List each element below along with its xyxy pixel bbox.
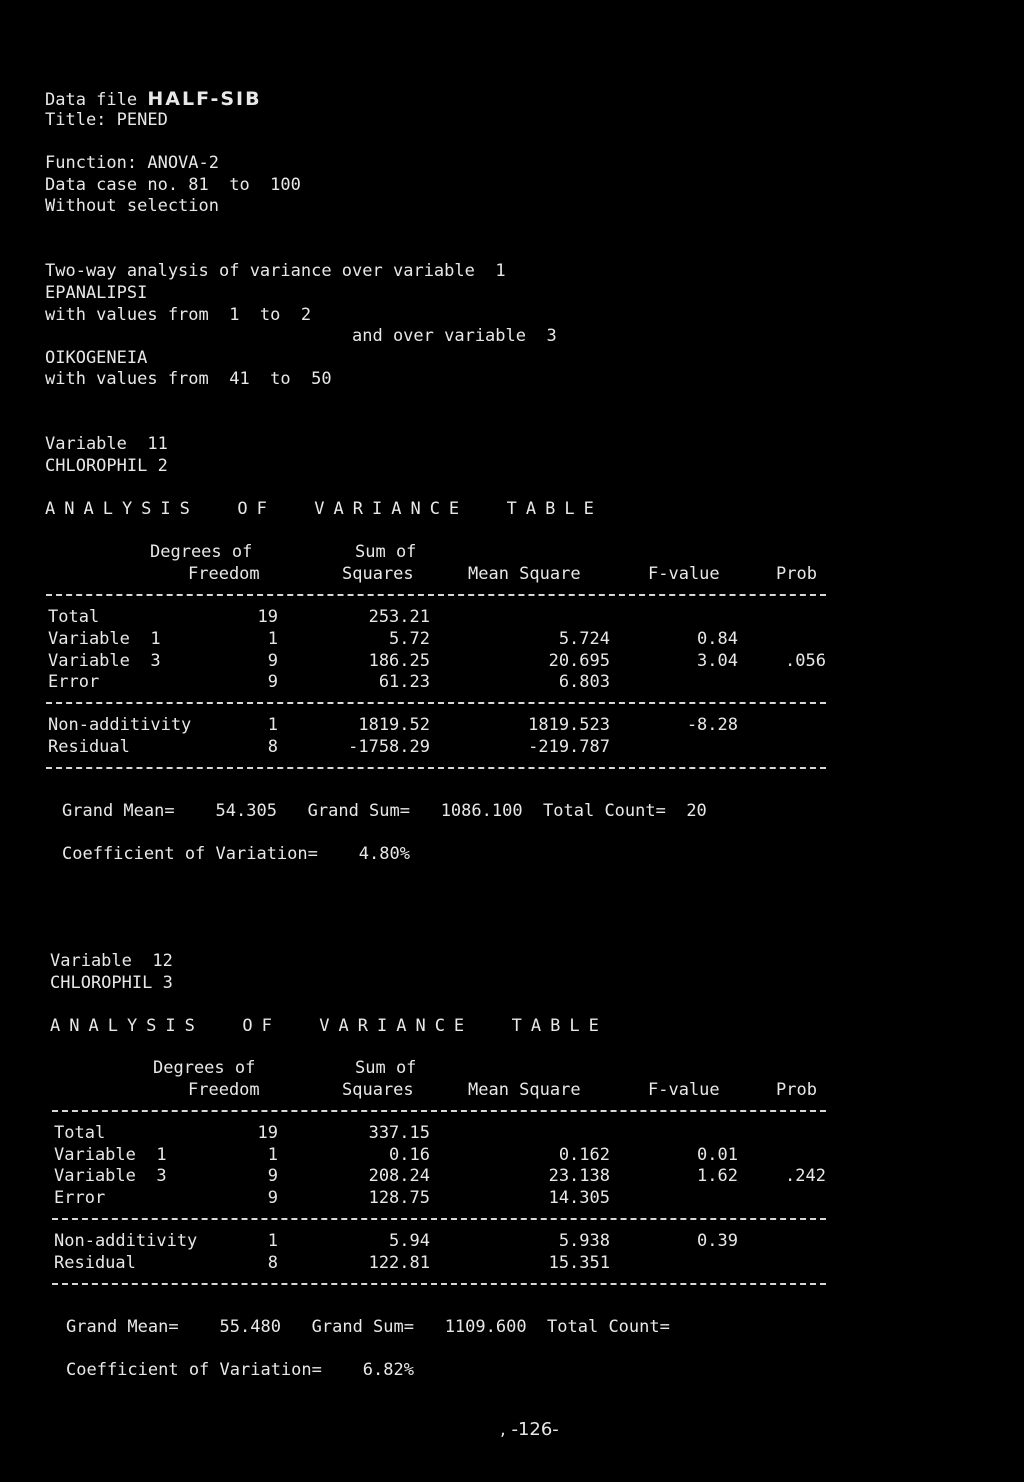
row-source: Residual (48, 737, 130, 757)
row-df: 19 (257, 607, 278, 627)
row-f: 1.62 (697, 1166, 738, 1186)
row-p: .056 (785, 651, 826, 671)
range1-line: with values from 1 to 2 (45, 305, 312, 325)
header-ms: Mean Square (468, 1080, 581, 1100)
divider (46, 702, 826, 704)
data-file-line (45, 89, 262, 110)
row-ss: 5.94 (389, 1231, 430, 1251)
row-ms: 1819.523 (528, 715, 610, 735)
row-source: Variable 3 (48, 651, 161, 671)
coefficient-of-variation: Coefficient of Variation= 4.80% (62, 844, 410, 864)
row-ms: 0.162 (558, 1145, 610, 1165)
header-df1: Degrees of (150, 542, 253, 562)
row-source: Non-additivity (48, 715, 192, 735)
table-title: ANALYSIS OF VARIANCE TABLE (45, 499, 603, 519)
row-source: Variable 1 (54, 1145, 167, 1165)
section-name: CHLOROPHIL 2 (45, 456, 168, 476)
row-ms: 23.138 (548, 1166, 610, 1186)
grand-summary: Grand Mean= 54.305 Grand Sum= 1086.100 Total Count= 20 (62, 801, 707, 821)
row-source: Residual (54, 1253, 136, 1273)
row-df: 1 (267, 629, 278, 649)
row-f: 3.04 (697, 651, 738, 671)
divider (46, 767, 826, 769)
var1-name: EPANALIPSI (45, 283, 148, 303)
section-variable: Variable 11 (45, 434, 168, 454)
row-ss: 186.25 (368, 651, 430, 671)
divider (46, 594, 826, 596)
analysis-line: Two-way analysis of variance over variable 1 (45, 261, 506, 281)
header-ss2: Squares (342, 1080, 414, 1100)
row-df: 9 (267, 672, 278, 692)
row-ms: 5.938 (558, 1231, 610, 1251)
row-ms: -219.787 (528, 737, 610, 757)
row-source: Error (54, 1188, 106, 1208)
row-ms: 6.803 (558, 672, 610, 692)
data-file-name: HALF-SIB (147, 88, 262, 110)
over-variable-line: and over variable 3 (352, 326, 557, 346)
row-df: 9 (267, 651, 278, 671)
header-ss1: Sum of (355, 1058, 417, 1078)
row-f: 0.84 (697, 629, 738, 649)
header-df1: Degrees of (153, 1058, 256, 1078)
row-ss: 0.16 (389, 1145, 430, 1165)
divider (52, 1218, 826, 1220)
row-p: .242 (785, 1166, 826, 1186)
row-ss: 208.24 (368, 1166, 430, 1186)
coefficient-of-variation: Coefficient of Variation= 6.82% (66, 1360, 414, 1380)
header-p: Prob (776, 564, 817, 584)
row-ss: 1819.52 (358, 715, 430, 735)
row-df: 9 (267, 1188, 278, 1208)
row-source: Variable 1 (48, 629, 161, 649)
table-title: ANALYSIS OF VARIANCE TABLE (50, 1016, 608, 1036)
row-ms: 20.695 (548, 651, 610, 671)
row-df: 1 (267, 1231, 278, 1251)
row-f: 0.39 (697, 1231, 738, 1251)
data-case-line: Data case no. 81 to 100 (45, 175, 301, 195)
grand-summary: Grand Mean= 55.480 Grand Sum= 1109.600 Total Count= (66, 1317, 670, 1337)
row-ss: 122.81 (368, 1253, 430, 1273)
header-ms: Mean Square (468, 564, 581, 584)
header-ss2: Squares (342, 564, 414, 584)
header-ss1: Sum of (355, 542, 417, 562)
row-df: 8 (267, 1253, 278, 1273)
header-p: Prob (776, 1080, 817, 1100)
range2-line: with values from 41 to 50 (45, 369, 332, 389)
header-f: F-value (648, 564, 720, 584)
row-ss: 128.75 (368, 1188, 430, 1208)
row-ms: 14.305 (548, 1188, 610, 1208)
row-ss: -1758.29 (348, 737, 430, 757)
section-variable: Variable 12 (50, 951, 173, 971)
data-file-label: Data file (45, 90, 138, 110)
row-ss: 5.72 (389, 629, 430, 649)
row-f: -8.28 (686, 715, 738, 735)
function-line: Function: ANOVA-2 (45, 153, 219, 173)
row-df: 8 (267, 737, 278, 757)
section-name: CHLOROPHIL 3 (50, 973, 173, 993)
header-df2: Freedom (188, 564, 260, 584)
title-line: Title: PENED (45, 110, 168, 130)
divider (52, 1110, 826, 1112)
row-ss: 61.23 (378, 672, 430, 692)
row-source: Variable 3 (54, 1166, 167, 1186)
row-ss: 253.21 (368, 607, 430, 627)
row-source: Total (48, 607, 100, 627)
row-ms: 5.724 (558, 629, 610, 649)
row-source: Error (48, 672, 100, 692)
header-f: F-value (648, 1080, 720, 1100)
divider (52, 1283, 826, 1285)
row-ms: 15.351 (548, 1253, 610, 1273)
selection-line: Without selection (45, 196, 219, 216)
row-source: Total (54, 1123, 106, 1143)
row-ss: 337.15 (368, 1123, 430, 1143)
row-df: 19 (257, 1123, 278, 1143)
var2-name: OIKOGENEIA (45, 348, 148, 368)
row-df: 1 (267, 715, 278, 735)
row-f: 0.01 (697, 1145, 738, 1165)
row-df: 9 (267, 1166, 278, 1186)
header-df2: Freedom (188, 1080, 260, 1100)
page-number: , -126- (500, 1419, 559, 1440)
row-source: Non-additivity (54, 1231, 198, 1251)
row-df: 1 (267, 1145, 278, 1165)
